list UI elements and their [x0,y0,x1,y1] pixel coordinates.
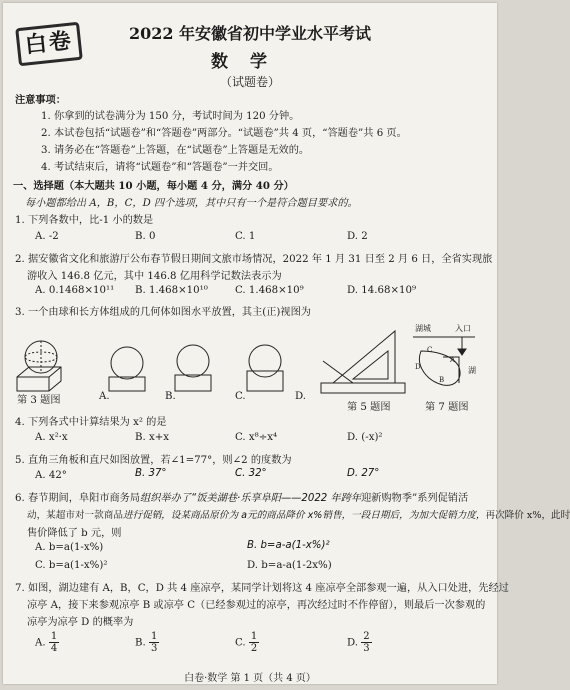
figure-3-solid [17,341,61,391]
question-7-line1: 7. 如图，湖边建有 A，B，C，D 共 4 座凉亭，某同学计划将这 4 座凉亭全部参观一遍，从入口处进，先经过 [15,579,509,594]
q3-option-b-figure [175,345,211,391]
q1-option-b: B. 0 [135,231,155,242]
q4-option-d: D. (-x)² [347,432,383,443]
exam-title: 2022 年安徽省初中学业水平考试 [3,21,497,44]
note-item: 2. 本试卷包括“试题卷”和“答题卷”两部分。“试题卷”共 4 页，“答题卷”共 6 页。 [41,124,407,139]
q7-c-numerator: 1 [249,631,259,643]
q4-option-a: A. x²·x [35,432,68,443]
q6-line2-post: 再次降价 x%，此时 [486,510,570,521]
question-7-line2: 凉亭 A，接下来参观凉亭 B 或凉亭 C（已经参观过的凉亭，再次经过时不作停留），则最后一次参观的 [27,596,485,611]
question-2-line2: 游收入 146.8 亿元，其中 146.8 亿用科学记数法表示为 [27,267,282,282]
q7-option-a [35,631,59,654]
question-3-stem: 3. 一个由球和长方体组成的几何体如图水平放置，其主(正)视图为 [15,303,311,318]
fig7-point-d: D [415,363,421,371]
note-item: 1. 你拿到的试卷满分为 150 分，考试时间为 120 分钟。 [41,107,299,122]
q2-option-a: A. 0.1468×10¹¹ [35,285,114,296]
q4-option-c: C. x⁸÷x⁴ [235,432,277,443]
q4-option-b: B. x+x [135,432,169,443]
q7-option-c [235,631,259,654]
q6-option-d: D. b=a-a(1-2x%) [247,560,332,571]
subtitle: （试题卷） [3,73,497,90]
question-6-line1 [15,489,468,504]
q7-c-label: C. [235,638,246,649]
fig7-point-a: A [450,356,455,364]
section-instruction: 每小题都给出 A，B，C，D 四个选项，其中只有一个是符合题目要求的。 [25,194,358,209]
q1-option-d: D. 2 [347,231,368,242]
figure-5-caption: 第 5 题图 [347,398,391,413]
section-heading: 一、选择题（本大题共 10 小题，每小题 4 分，满分 40 分） [13,177,294,192]
note-item: 4. 考试结束后，请将“试题卷”和“答题卷”一并交回。 [41,158,279,173]
q3-option-d-label: D. [295,391,306,402]
q5-option-d: D. 27° [347,468,379,479]
white-paper-stamp: 白卷 [15,22,83,66]
q2-option-b: B. 1.468×10¹⁰ [135,285,208,296]
q7-c-fraction [249,631,259,654]
q1-option-a: A. -2 [35,231,59,242]
question-6-line3: 售价降低了 b 元，则 [27,524,122,539]
question-4-stem: 4. 下列各式中计算结果为 x² 的是 [15,413,167,428]
q1-option-c: C. 1 [235,231,255,242]
q7-c-denominator: 2 [249,643,259,654]
fig7-lake-city-label: 湖城 [415,323,431,334]
q6-line2-handwritten: 进行促销，设某商品原价为 a元的商品降价 x%销售，一段日期后，为加大促销力度， [123,510,486,521]
fig7-point-b: B [439,376,444,384]
q7-a-numerator: 1 [49,631,59,643]
q6-line1-post: 迎新购物季”系列促销活 [361,493,468,504]
q7-b-label: B. [135,638,146,649]
q6-option-a: A. b=a(1-x%) [35,542,103,553]
notes-heading: 注意事项： [15,91,66,106]
fig7-point-c: C [427,346,432,354]
note-item: 3. 请务必在“答题卷”上答题，在“试题卷”上答题是无效的。 [41,141,309,156]
q7-d-numerator: 2 [361,631,371,643]
q7-a-denominator: 4 [49,643,59,654]
q5-option-c: C. 32° [235,468,267,479]
q7-d-label: D. [347,638,358,649]
q7-d-denominator: 3 [361,643,371,654]
q7-b-denominator: 3 [149,643,159,654]
fig7-lake-label: 湖 [468,365,476,376]
question-6-line2 [27,507,570,521]
question-7-line3: 凉亭为凉亭 D 的概率为 [27,613,133,628]
question-1-stem: 1. 下列各数中，比-1 小的数是 [15,211,153,226]
q7-option-d [347,631,372,654]
q6-line1-pre: 6. 春节期间，阜阳市商务局 [15,493,140,504]
q6-line1-handwritten: 组织举办了“饭美湖巷·乐享阜阳——2022 年跨年 [140,493,361,504]
q6-line2-pre: 动，某超市对一款商品 [27,510,123,521]
q7-b-numerator: 1 [149,631,159,643]
subject-title: 数学 [3,47,497,72]
figures-row [3,321,497,421]
figure-7-caption: 第 7 题图 [425,398,469,413]
q2-option-d: D. 14.68×10⁹ [347,285,416,296]
q7-a-label: A. [35,638,46,649]
exam-page [3,3,497,684]
q5-option-b: B. 37° [135,468,167,479]
q5-option-a: A. 42° [35,470,67,481]
figure-3-caption: 第 3 题图 [17,391,61,406]
fig7-entrance-label: 入口 [455,323,471,334]
question-2-line1: 2. 据安徽省文化和旅游厅公布春节假日期间文旅市场情况，2022 年 1 月 31 日至 2 月 6 日，全省实现旅 [15,250,492,265]
q6-option-b: B. b=a-a(1-x%)² [247,540,330,551]
figure-5-triangle-ruler [321,331,405,393]
q6-option-c: C. b=a(1-x%)² [35,560,107,571]
q3-option-a-figure [109,347,145,391]
q3-option-b-label: B. [165,391,176,402]
q7-d-fraction [361,631,371,654]
q7-a-fraction [49,631,59,654]
page-footer: 白卷·数学 第 1 页（共 4 页） [3,669,497,684]
q2-option-c: C. 1.468×10⁹ [235,285,304,296]
q3-option-c-figure [247,345,283,391]
q7-b-fraction [149,631,159,654]
question-5-stem: 5. 直角三角板和直尺如图放置，若∠1=77°，则∠2 的度数为 [15,451,292,466]
q3-option-c-label: C. [235,391,246,402]
q7-option-b [135,631,159,654]
q3-option-a-label: A. [99,391,110,402]
